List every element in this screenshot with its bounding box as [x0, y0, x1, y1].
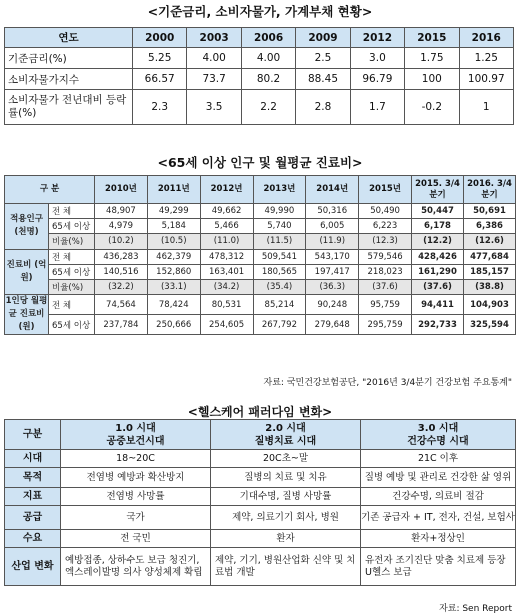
header-cell: 2012년	[200, 176, 253, 204]
table-cell: (10.5)	[147, 234, 200, 249]
table-cell: (12.3)	[359, 234, 412, 249]
header-cell: 구 분	[5, 176, 95, 204]
table-cell: 5.25	[133, 48, 187, 69]
table-cell: 95,759	[359, 295, 412, 315]
table2-header-row	[5, 176, 516, 204]
row-label: 산업 변화	[5, 548, 61, 586]
table-cell: (11.0)	[200, 234, 253, 249]
table-cell: 90,248	[306, 295, 359, 315]
table3-source: 자료: Sen Report	[439, 604, 512, 614]
header-cell: 2015년	[359, 176, 412, 204]
row-label: 소비자물가 전년대비 등락률(%)	[5, 90, 133, 125]
table-cell: 5,184	[147, 219, 200, 234]
table-cell: 250,666	[147, 315, 200, 335]
table-cell: 3.0	[350, 48, 404, 69]
table-cell: 질병의 치료 및 치유	[211, 468, 361, 488]
table-cell: 50,316	[306, 204, 359, 219]
table-cell: 6,005	[306, 219, 359, 234]
table-cell: 140,516	[95, 264, 148, 279]
elderly-medical-cost-table	[4, 175, 516, 335]
table-cell: 295,759	[359, 315, 412, 335]
table-row	[5, 264, 516, 279]
table-cell: (37.6)	[412, 279, 464, 294]
table-cell: (10.2)	[95, 234, 148, 249]
table-cell: 100.97	[459, 69, 513, 90]
table-cell: (37.6)	[359, 279, 412, 294]
table-cell: 49,662	[200, 204, 253, 219]
header-cell: 2.0 시대 질병치료 시대	[211, 420, 361, 450]
header-cell: 2012	[350, 28, 404, 48]
table-cell: 279,648	[306, 315, 359, 335]
healthcare-paradigm-table	[4, 419, 516, 586]
group-label: 적용인구 (천명)	[5, 204, 49, 250]
table-row	[5, 548, 516, 586]
table-cell: 88.45	[296, 69, 350, 90]
table-cell: 100	[405, 69, 459, 90]
table-row	[5, 48, 514, 69]
header-cell: 2015	[405, 28, 459, 48]
table-cell: 5,466	[200, 219, 253, 234]
table-cell: 48,907	[95, 204, 148, 219]
table-cell: -0.2	[405, 90, 459, 125]
row-sublabel: 65세 이상	[49, 264, 95, 279]
table-cell: 161,290	[412, 264, 464, 279]
table-cell: (32.2)	[95, 279, 148, 294]
table-cell: 기존 공급자 + IT, 전자, 건설, 보험사	[361, 506, 516, 530]
table-row	[5, 468, 516, 488]
table-row	[5, 295, 516, 315]
rate-price-table	[4, 27, 514, 125]
table-cell: 49,990	[253, 204, 306, 219]
table-cell: (12.2)	[412, 234, 464, 249]
table-cell: 509,541	[253, 249, 306, 264]
table-cell: (11.5)	[253, 234, 306, 249]
table-cell: 국가	[61, 506, 211, 530]
table-cell: 2.5	[296, 48, 350, 69]
header-cell: 2011년	[147, 176, 200, 204]
table-row	[5, 530, 516, 548]
table-cell: 78,424	[147, 295, 200, 315]
table-cell: 2.3	[133, 90, 187, 125]
table-cell: 3.5	[187, 90, 241, 125]
row-label: 지표	[5, 488, 61, 506]
table2-source: 자료: 국민건강보험공단, "2016년 3/4분기 건강보험 주요통계"	[263, 378, 512, 388]
table-cell: 96.79	[350, 69, 404, 90]
table-cell: 환자+정상인	[361, 530, 516, 548]
row-label: 공급	[5, 506, 61, 530]
table-cell: (34.2)	[200, 279, 253, 294]
table-cell: (36.3)	[306, 279, 359, 294]
table-cell: 325,594	[464, 315, 516, 335]
table-cell: (33.1)	[147, 279, 200, 294]
table-cell: 21C 이후	[361, 450, 516, 468]
table-row	[5, 204, 516, 219]
table-cell: 74,564	[95, 295, 148, 315]
table1-title: <기준금리, 소비자물가, 가계부채 현황>	[147, 4, 373, 19]
table-cell: 197,417	[306, 264, 359, 279]
table-cell: 1.75	[405, 48, 459, 69]
table3-header-row	[5, 420, 516, 450]
table-cell: 4.00	[241, 48, 295, 69]
header-cell: 2016. 3/4분기	[464, 176, 516, 204]
table-row	[5, 450, 516, 468]
table-cell: 50,447	[412, 204, 464, 219]
table-cell: 267,792	[253, 315, 306, 335]
table-row	[5, 219, 516, 234]
table-cell: 질병 예방 및 관리로 건강한 삶 영위	[361, 468, 516, 488]
table-cell: 85,214	[253, 295, 306, 315]
table-row	[5, 506, 516, 530]
table-cell: (11.9)	[306, 234, 359, 249]
table-cell: 237,784	[95, 315, 148, 335]
row-sublabel: 65세 이상	[49, 315, 95, 335]
table-cell: (35.4)	[253, 279, 306, 294]
header-cell: 2014년	[306, 176, 359, 204]
table-cell: 4,979	[95, 219, 148, 234]
table-cell: 예방접종, 상하수도 보급 청진기, 엑스레이발명 의사 양성체제 확립	[61, 548, 211, 586]
table-cell: 제약, 기기, 병원산업화 신약 및 치료법 개발	[211, 548, 361, 586]
group-label: 1인당 월평균 진료비(원)	[5, 295, 49, 335]
table-cell: 180,565	[253, 264, 306, 279]
header-cell: 2003	[187, 28, 241, 48]
header-cell: 2016	[459, 28, 513, 48]
table-cell: 건강수명, 의료비 절감	[361, 488, 516, 506]
table-cell: 5,740	[253, 219, 306, 234]
table-cell: 전염병 예방과 확산방지	[61, 468, 211, 488]
table-row	[5, 234, 516, 249]
row-label: 소비자물가지수	[5, 69, 133, 90]
table-cell: 유전자 조기진단 맞춤 치료제 등장 U헬스 보급	[361, 548, 516, 586]
table-cell: 1	[459, 90, 513, 125]
table-row	[5, 315, 516, 335]
table-cell: 66.57	[133, 69, 187, 90]
header-cell: 2009	[296, 28, 350, 48]
table-cell: 104,903	[464, 295, 516, 315]
table-cell: 1.7	[350, 90, 404, 125]
header-cell: 1.0 시대 공중보건시대	[61, 420, 211, 450]
row-sublabel: 65세 이상	[49, 219, 95, 234]
row-sublabel: 전 체	[49, 204, 95, 219]
table-cell: 163,401	[200, 264, 253, 279]
table-cell: 80,531	[200, 295, 253, 315]
row-sublabel: 전 체	[49, 249, 95, 264]
header-cell: 3.0 시대 건강수명 시대	[361, 420, 516, 450]
table-cell: 2.8	[296, 90, 350, 125]
group-label: 진료비 (억원)	[5, 249, 49, 295]
table-cell: 20C초~말	[211, 450, 361, 468]
header-cell: 2015. 3/4분기	[412, 176, 464, 204]
header-cell: 2013년	[253, 176, 306, 204]
table-cell: 2.2	[241, 90, 295, 125]
header-cell: 2010년	[95, 176, 148, 204]
table-cell: 18~20C	[61, 450, 211, 468]
table-cell: 152,860	[147, 264, 200, 279]
table3-title: <헬스케어 패러다임 변화>	[187, 405, 333, 419]
table-row	[5, 279, 516, 294]
table-cell: 50,691	[464, 204, 516, 219]
table-cell: 49,299	[147, 204, 200, 219]
table-cell: 477,684	[464, 249, 516, 264]
table-cell: 80.2	[241, 69, 295, 90]
table-cell: 전 국민	[61, 530, 211, 548]
table-cell: 94,411	[412, 295, 464, 315]
table-row	[5, 90, 514, 125]
row-sublabel: 전 체	[49, 295, 95, 315]
table-cell: 기대수명, 질병 사망률	[211, 488, 361, 506]
header-cell: 연도	[5, 28, 133, 48]
table-cell: (12.6)	[464, 234, 516, 249]
table-cell: 292,733	[412, 315, 464, 335]
row-label: 기준금리(%)	[5, 48, 133, 69]
table-cell: (38.8)	[464, 279, 516, 294]
table-cell: 6,178	[412, 219, 464, 234]
table-cell: 전염병 사망률	[61, 488, 211, 506]
header-cell: 구분	[5, 420, 61, 450]
table1-header-row	[5, 28, 514, 48]
table-row	[5, 249, 516, 264]
row-sublabel: 비율(%)	[49, 279, 95, 294]
row-sublabel: 비율(%)	[49, 234, 95, 249]
table-cell: 185,157	[464, 264, 516, 279]
row-label: 수요	[5, 530, 61, 548]
table-cell: 254,605	[200, 315, 253, 335]
table-cell: 543,170	[306, 249, 359, 264]
table-cell: 6,223	[359, 219, 412, 234]
table-cell: 1.25	[459, 48, 513, 69]
table-cell: 462,379	[147, 249, 200, 264]
table-cell: 579,546	[359, 249, 412, 264]
table2-title: <65세 이상 인구 및 월평균 진료비>	[157, 155, 363, 170]
table-cell: 50,490	[359, 204, 412, 219]
table-row	[5, 488, 516, 506]
table-row	[5, 69, 514, 90]
table-cell: 6,386	[464, 219, 516, 234]
table-cell: 478,312	[200, 249, 253, 264]
row-label: 시대	[5, 450, 61, 468]
table-cell: 428,426	[412, 249, 464, 264]
table-cell: 436,283	[95, 249, 148, 264]
header-cell: 2000	[133, 28, 187, 48]
header-cell: 2006	[241, 28, 295, 48]
table-cell: 제약, 의료기기 회사, 병원	[211, 506, 361, 530]
table-cell: 4.00	[187, 48, 241, 69]
table-cell: 73.7	[187, 69, 241, 90]
table-cell: 환자	[211, 530, 361, 548]
table-cell: 218,023	[359, 264, 412, 279]
row-label: 목적	[5, 468, 61, 488]
